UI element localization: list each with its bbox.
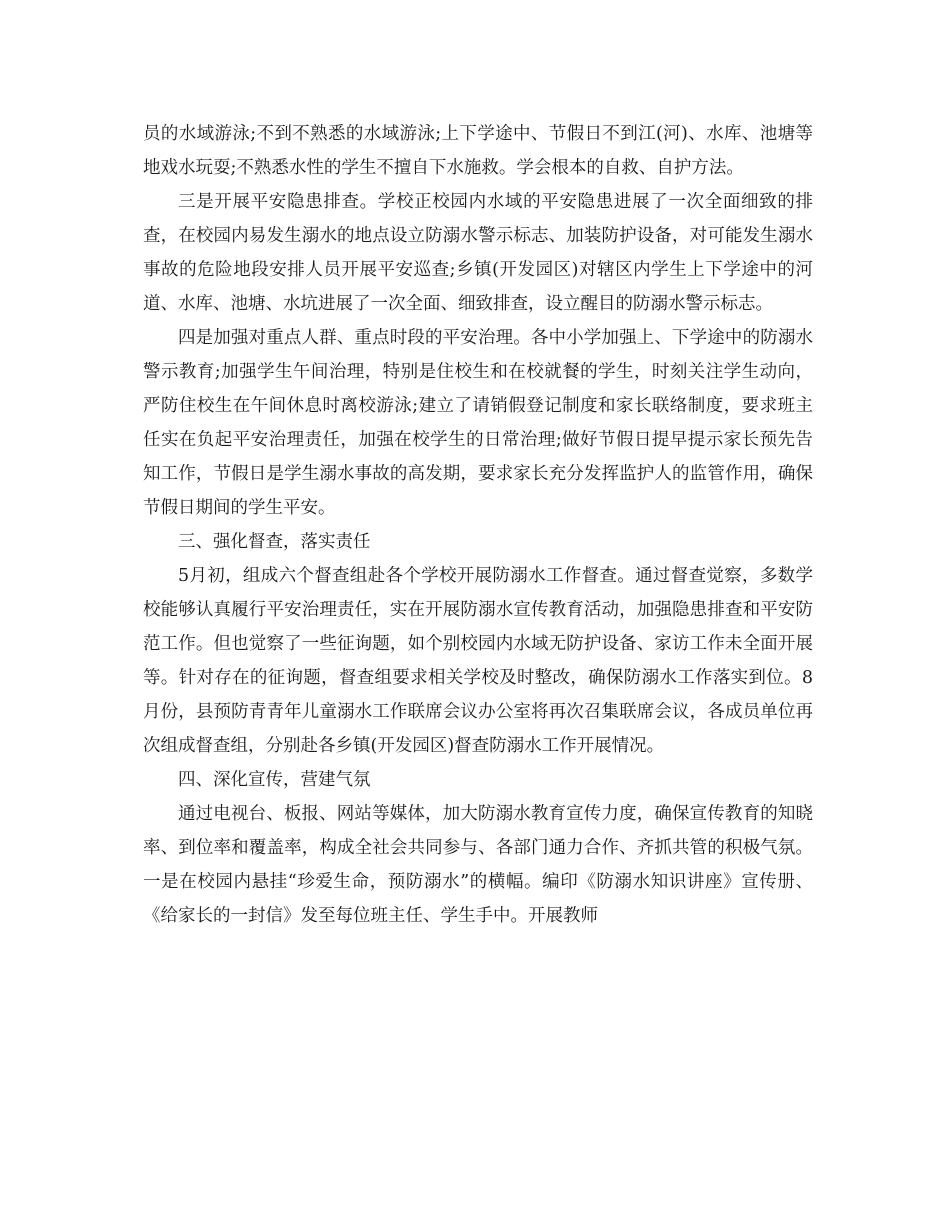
document-page (143, 117, 813, 933)
paragraph-publicity: 通过电视台、板报、网站等媒体，加大防溺水教育宣传力度，确保宣传教育的知晓率、到位率和覆盖率，构成全社会共同参与、各部门通力合作、齐抓共管的积极气氛。一是在校园内悬挂“珍爱生命，预防溺水”的横幅。编印《防溺水知识讲座》宣传册、《给家长的一封信》发至每位班主任、学生手中。开展教师 (143, 804, 813, 926)
section-heading-publicity: 四、深化宣传，营建气氛 (178, 770, 371, 790)
paragraph-supervision: 5月初，组成六个督查组赴各个学校开展防溺水工作督查。通过督查觉察，多数学校能够认真履行平安治理责任，实在开展防溺水宣传教育活动，加强隐患排查和平安防范工作。但也觉察了一些征询题，如个别校园内水域无防护设备、家访工作未全面开展等。针对存在的征询题，督查组要求相关学校及时整改，确保防溺水工作落实到位。8月份，县预防青青年儿童溺水工作联席会议办公室将再次召集联席会议，各成员单位再次组成督查组，分别赴各乡镇(开发园区)督查防溺水工作开展情况。 (143, 566, 813, 756)
paragraph-hazard-inspection: 三是开展平安隐患排查。学校正校园内水域的平安隐患进展了一次全面细致的排查，在校园内易发生溺水的地点设立防溺水警示标志、加装防护设备，对可能发生溺水事故的危险地段安排人员开展平安巡查;乡镇(开发园区)对辖区内学生上下学途中的河道、水库、池塘、水坑进展了一次全面、细致排查，设立醒目的防溺水警示标志。 (143, 192, 813, 314)
section-heading-supervision: 三、强化督查，落实责任 (178, 532, 371, 552)
paragraph-continuation: 员的水域游泳;不到不熟悉的水域游泳;上下学途中、节假日不到江(河)、水库、池塘等地戏水玩耍;不熟悉水性的学生不擅自下水施救。学会根本的自救、自护方法。 (143, 124, 813, 178)
paragraph-key-groups: 四是加强对重点人群、重点时段的平安治理。各中小学加强上、下学途中的防溺水警示教育;加强学生午间治理，特别是住校生和在校就餐的学生，时刻关注学生动向，严防住校生在午间休息时离校游泳;建立了请销假登记制度和家长联络制度，要求班主任实在负起平安治理责任，加强在校学生的日常治理;做好节假日提早提示家长预先告知工作，节假日是学生溺水事故的高发期，要求家长充分发挥监护人的监管作用，确保节假日期间的学生平安。 (143, 328, 813, 518)
